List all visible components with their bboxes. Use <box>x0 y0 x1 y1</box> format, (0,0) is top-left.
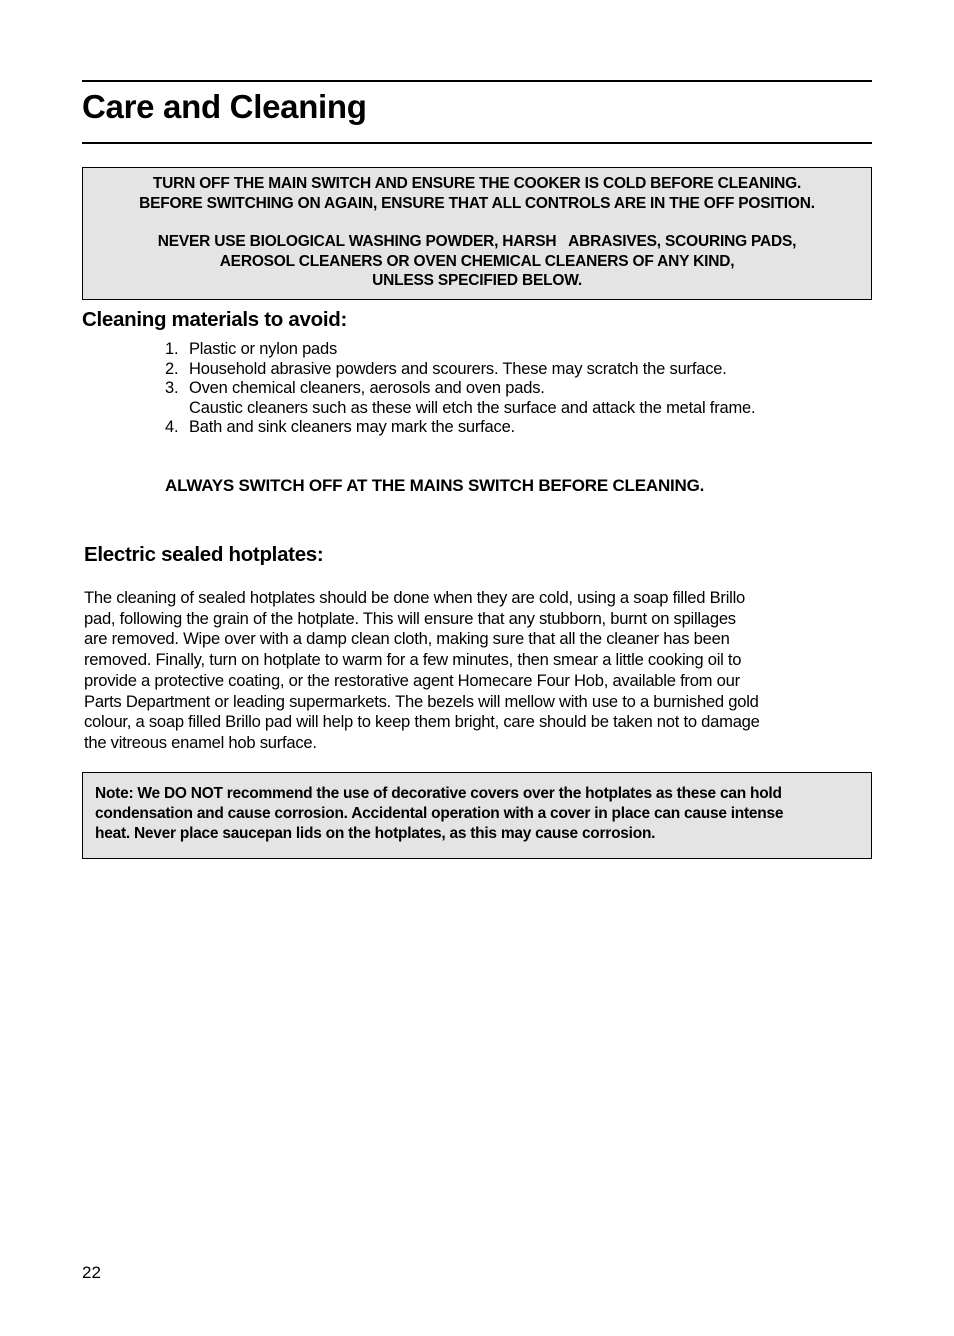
list-item <box>165 360 755 380</box>
mains-switch-warning: ALWAYS SWITCH OFF AT THE MAINS SWITCH BEFORE CLEANING. <box>165 476 705 495</box>
warning-line: AEROSOL CLEANERS OR OVEN CHEMICAL CLEANERS OF ANY KIND, <box>219 252 735 270</box>
list-item-continuation: Caustic cleaners such as these will etch the surface and attack the metal frame. <box>189 398 756 417</box>
list-item <box>165 379 755 418</box>
paragraph-line: pad, following the grain of the hotplate. This will ensure that any stubborn, burnt on spillages <box>84 608 736 628</box>
top-rule <box>82 80 872 82</box>
list-item-number: 4. <box>165 418 179 437</box>
hotplates-paragraph <box>84 588 874 754</box>
paragraph-line: removed. Finally, turn on hotplate to warm for a few minutes, then smear a little cooking oil to <box>84 650 742 670</box>
paragraph-line: are removed. Wipe over with a damp clean cloth, making sure that all the cleaner has been <box>84 629 730 649</box>
page-number: 22 <box>82 1263 101 1282</box>
note-box <box>82 772 872 859</box>
paragraph-line: Parts Department or leading supermarkets. The bezels will mellow with use to a burnished gold <box>84 691 759 711</box>
list-item-number: 2. <box>165 359 179 378</box>
paragraph-line: The cleaning of sealed hotplates should be done when they are cold, using a soap filled Brillo <box>84 588 745 607</box>
list-item-text: Household abrasive powders and scourers. These may scratch the surface. <box>189 359 727 378</box>
warning-line: BEFORE SWITCHING ON AGAIN, ENSURE THAT ALL CONTROLS ARE IN THE OFF POSITION. <box>139 194 815 212</box>
list-item-number: 3. <box>165 379 179 398</box>
materials-heading: Cleaning materials to avoid: <box>82 308 347 331</box>
page-title: Care and Cleaning <box>82 88 367 125</box>
paragraph-line: colour, a soap filled Brillo pad will help to keep them bright, care should be taken not to damage <box>84 712 760 732</box>
note-line: heat. Never place saucepan lids on the hotplates, as this may cause corrosion. <box>95 825 656 842</box>
list-item-text: Plastic or nylon pads <box>189 340 338 358</box>
note-line: condensation and cause corrosion. Accidental operation with a cover in place can cause intense <box>95 805 784 822</box>
note-line: Note: We DO NOT recommend the use of decorative covers over the hotplates as these can hold <box>95 785 782 802</box>
list-item <box>165 340 755 360</box>
warning-spacer <box>83 213 871 232</box>
list-item <box>165 418 755 438</box>
title-underline-rule <box>82 142 872 144</box>
paragraph-line: provide a protective coating, or the restorative agent Homecare Four Hob, available from our <box>84 670 740 690</box>
warning-line: UNLESS SPECIFIED BELOW. <box>372 272 582 290</box>
list-item-text: Bath and sink cleaners may mark the surface. <box>189 418 515 437</box>
safety-warning-box <box>82 167 872 300</box>
warning-line: TURN OFF THE MAIN SWITCH AND ENSURE THE COOKER IS COLD BEFORE CLEANING. <box>152 175 802 192</box>
hotplates-heading: Electric sealed hotplates: <box>84 543 324 566</box>
list-item-text: Oven chemical cleaners, aerosols and oven pads. <box>189 379 545 398</box>
paragraph-line: the vitreous enamel hob surface. <box>84 732 317 752</box>
warning-line: NEVER USE BIOLOGICAL WASHING POWDER, HARSH ABRASIVES, SCOURING PADS, <box>157 233 797 251</box>
list-item-number: 1. <box>165 340 179 358</box>
materials-list <box>165 340 755 438</box>
